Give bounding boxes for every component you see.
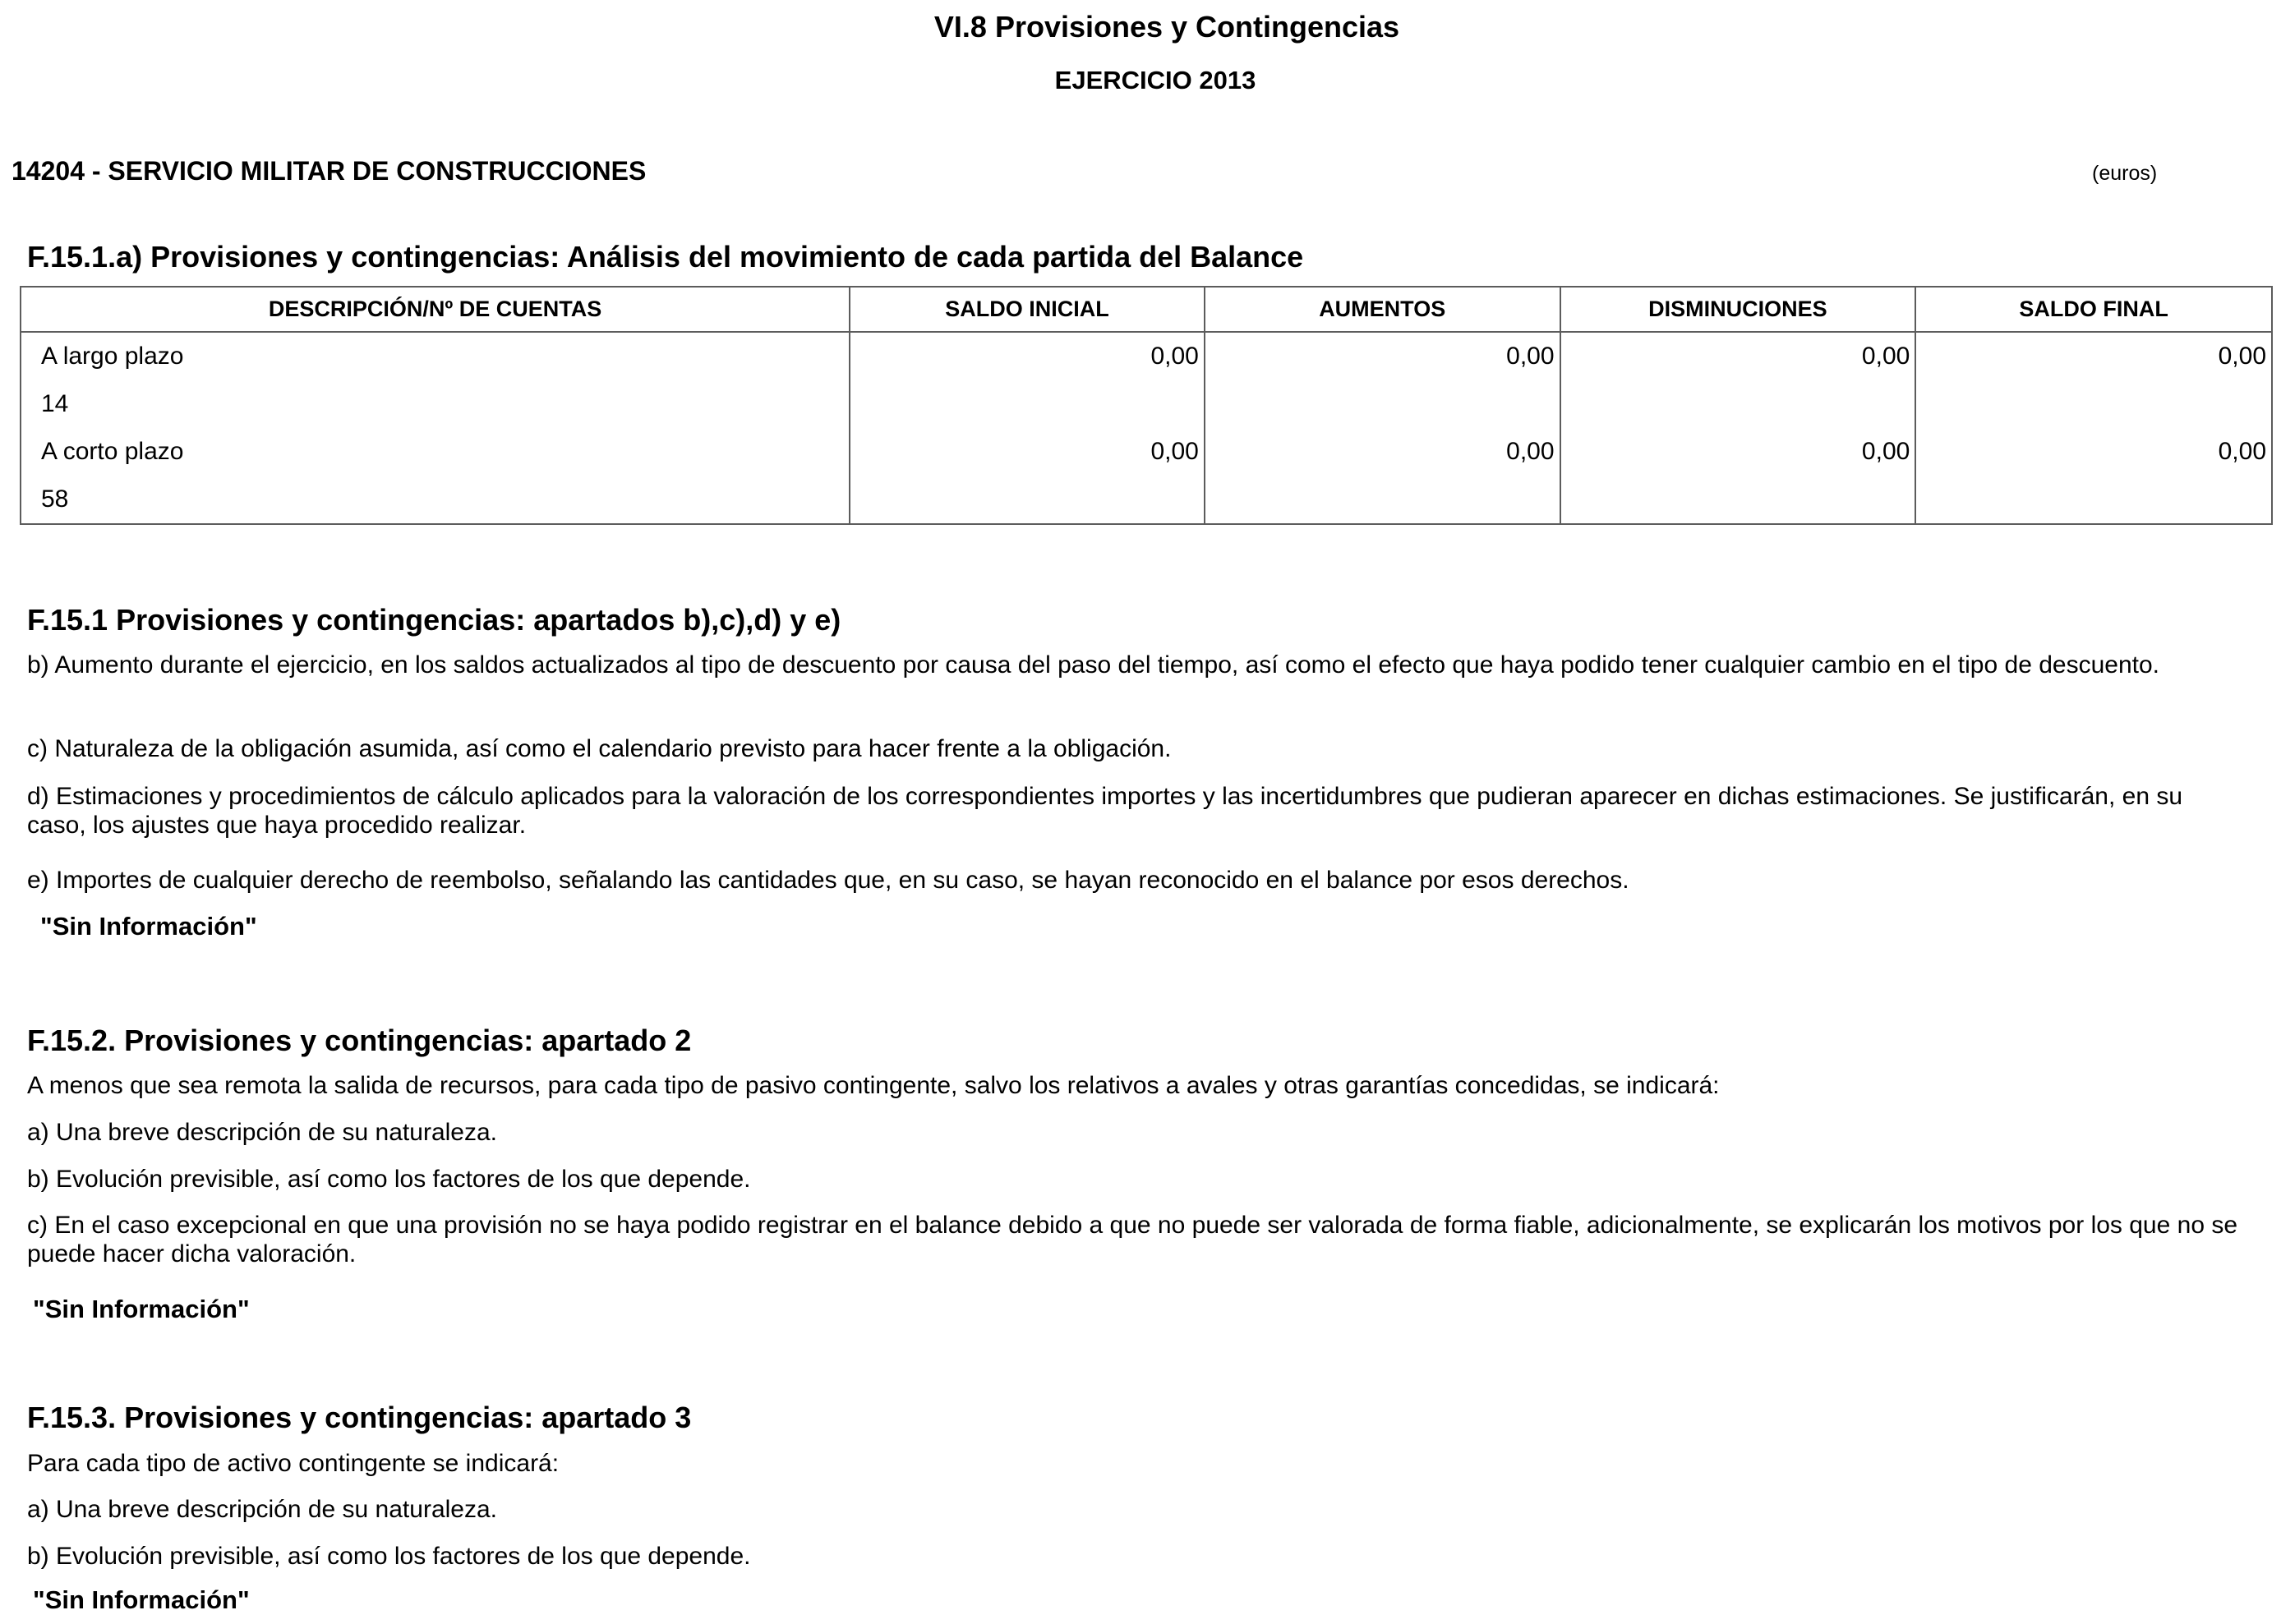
row-description [21, 428, 850, 524]
cell-initial-balance [850, 428, 1205, 524]
paragraph-c: c) En el caso excepcional en que una provisión no se haya podido registrar en el balance debido a que no puede ser valorada de forma fiable, adicionalmente, se explicarán los motivos por los que no se puede hacer dicha valoración. [27, 1212, 2238, 1267]
section-heading-apartado-2: F.15.2. Provisiones y contingencias: apartado 2 [27, 1024, 692, 1057]
fiscal-year: EJERCICIO 2013 [1054, 66, 1256, 94]
cell-initial-balance [850, 332, 1205, 428]
cell-decreases [1560, 332, 1916, 428]
section-heading-apartados-b-e: F.15.1 Provisiones y contingencias: apartados b),c),d) y e) [27, 603, 841, 637]
row-label: A largo plazo [41, 343, 184, 370]
value: 0,00 [1506, 438, 1555, 465]
no-information-status: "Sin Información" [40, 912, 257, 941]
table-row [21, 332, 2272, 428]
paragraph-a: a) Una breve descripción de su naturaleza. [27, 1496, 497, 1523]
value: 0,00 [2218, 343, 2266, 370]
section-heading-apartado-3: F.15.3. Provisiones y contingencias: apartado 3 [27, 1401, 692, 1434]
paragraph-d: d) Estimaciones y procedimientos de cálculo aplicados para la valoración de los correspondientes importes y las incertidumbres que pudieran aparecer en dichas estimaciones. Se justificarán, en su caso, los ajustes que haya procedido realizar. [27, 783, 2183, 839]
movements-table [20, 286, 2273, 525]
value: 0,00 [1506, 343, 1555, 370]
value: 0,00 [1150, 343, 1199, 370]
table-header-row [21, 287, 2272, 332]
paragraph-e: e) Importes de cualquier derecho de reembolso, señalando las cantidades que, en su caso, se hayan reconocido en el balance por esos derechos. [27, 867, 1629, 894]
paragraph-c: c) Naturaleza de la obligación asumida, así como el calendario previsto para hacer frente a la obligación. [27, 735, 1172, 762]
paragraph-intro: Para cada tipo de activo contingente se indicará: [27, 1450, 560, 1477]
account-number: 14 [41, 390, 69, 417]
currency-unit: (euros) [2092, 162, 2158, 185]
value: 0,00 [1861, 343, 1910, 370]
row-description [21, 332, 850, 428]
entity-name: 14204 - SERVICIO MILITAR DE CONSTRUCCIONES [12, 156, 647, 186]
paragraph-a: a) Una breve descripción de su naturaleza. [27, 1119, 497, 1146]
no-information-status: "Sin Información" [33, 1295, 250, 1323]
column-header-description: DESCRIPCIÓN/Nº DE CUENTAS [21, 287, 850, 332]
cell-final-balance [1915, 428, 2272, 524]
row-label: A corto plazo [41, 438, 184, 465]
paragraph-b: b) Evolución previsible, así como los factores de los que depende. [27, 1543, 751, 1570]
paragraph-b: b) Evolución previsible, así como los factores de los que depende. [27, 1166, 751, 1193]
section-heading-movements: F.15.1.a) Provisiones y contingencias: Análisis del movimiento de cada partida del Balance [27, 240, 1304, 274]
page-title: VI.8 Provisiones y Contingencias [933, 10, 1400, 44]
cell-final-balance [1915, 332, 2272, 428]
cell-increases [1205, 332, 1560, 428]
account-number: 58 [41, 485, 69, 513]
column-header-increases: AUMENTOS [1205, 287, 1560, 332]
value: 0,00 [2218, 438, 2266, 465]
value: 0,00 [1861, 438, 1910, 465]
value: 0,00 [1150, 438, 1199, 465]
paragraph-b: b) Aumento durante el ejercicio, en los saldos actualizados al tipo de descuento por causa del paso del tiempo, así como el efecto que haya podido tener cualquier cambio en el tipo de descuento. [27, 651, 2159, 679]
column-header-final-balance: SALDO FINAL [1915, 287, 2272, 332]
column-header-decreases: DISMINUCIONES [1560, 287, 1916, 332]
paragraph-intro: A menos que sea remota la salida de recursos, para cada tipo de pasivo contingente, salvo los relativos a avales y otras garantías concedidas, se indicará: [27, 1072, 1720, 1099]
cell-decreases [1560, 428, 1916, 524]
no-information-status: "Sin Información" [33, 1585, 250, 1614]
table-row [21, 428, 2272, 524]
column-header-initial-balance: SALDO INICIAL [850, 287, 1205, 332]
cell-increases [1205, 428, 1560, 524]
